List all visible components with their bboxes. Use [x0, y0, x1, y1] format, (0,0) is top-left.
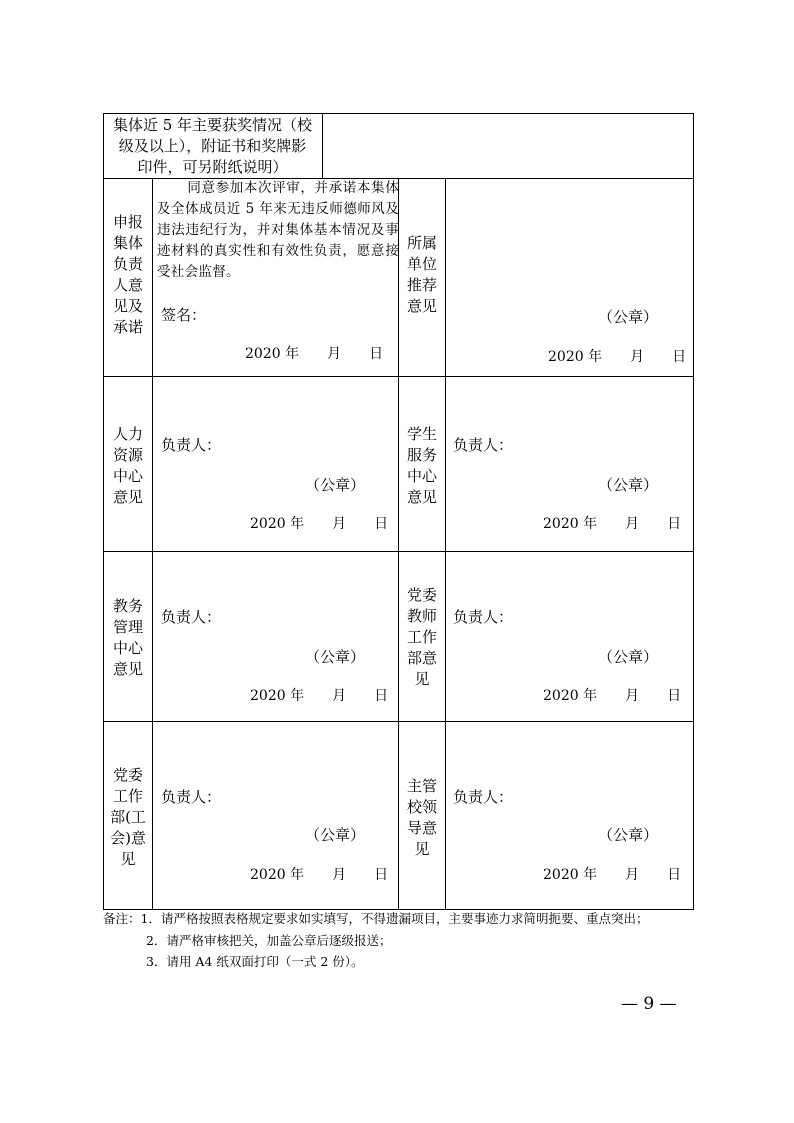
party-responsible-label: 负责人：: [161, 788, 222, 806]
column-divider: [398, 178, 399, 909]
unit-seal: （公章）: [598, 308, 659, 326]
student-responsible-label: 负责人：: [453, 436, 514, 454]
awards-label: [103, 113, 322, 178]
unit-recommend-label: 所属单位推荐意见: [406, 234, 437, 315]
note-item: 1．请严格按照表格规定要求如实填写，不得遗漏项目，主要事迹力求简明扼要、重点突出；: [140, 911, 649, 926]
pledge-date: 2020 年 月 日: [245, 346, 384, 362]
student-date: 2020 年 月 日: [543, 516, 682, 532]
unit-date: 2020 年 月 日: [548, 349, 687, 365]
leader-responsible-label: 负责人：: [453, 788, 514, 806]
party-seal: （公章）: [305, 826, 366, 844]
notes: [103, 908, 648, 973]
awards-value-cell[interactable]: [323, 113, 692, 178]
column-divider: [445, 178, 446, 909]
hr-seal: （公章）: [305, 476, 366, 494]
party-work-label: 党委工作部(工会)意见: [110, 766, 146, 868]
academic-center-label: 教务管理中心意见: [112, 597, 143, 678]
teacher-date: 2020 年 月 日: [543, 688, 682, 704]
note-item: 3．请用 A4 纸双面打印（一式 2 份）。: [146, 954, 364, 969]
awards-label-line: 印件，可另附纸说明）: [137, 158, 288, 176]
note-item: 2．请严格审核把关，加盖公章后逐级报送；: [146, 932, 392, 948]
approval-form-table: [103, 113, 693, 909]
student-seal: （公章）: [598, 476, 659, 494]
pledge-statement: 同意参加本次评审，并承诺本集体及全体成员近 5 年来无违反师德师风及违法违纪行为，并对集体基本情况及事迹材料的真实性和有效性负责，愿意接受社会监督。: [157, 180, 399, 280]
teacher-work-label: 党委教师工作部意见: [406, 586, 437, 688]
awards-label-line: 集体近 5 年主要获奖情况（校: [112, 116, 313, 134]
awards-label-line: 级及以上），附证书和奖牌影: [118, 137, 307, 155]
teacher-responsible-label: 负责人：: [453, 608, 514, 626]
academic-date: 2020 年 月 日: [250, 688, 389, 704]
party-date: 2020 年 月 日: [250, 867, 389, 883]
notes-prefix: 备注：: [103, 911, 141, 926]
hr-center-label: 人力资源中心意见: [112, 425, 143, 506]
academic-responsible-label: 负责人：: [161, 608, 222, 626]
page-number: — 9 —: [621, 994, 677, 1014]
leader-date: 2020 年 月 日: [543, 867, 682, 883]
leader-seal: （公章）: [598, 826, 659, 844]
column-divider: [152, 178, 153, 909]
signature-label: 签名：: [161, 306, 207, 324]
pledge-text: [157, 178, 399, 283]
student-service-label: 学生服务中心意见: [406, 425, 437, 506]
teacher-seal: （公章）: [598, 648, 659, 666]
hr-responsible-label: 负责人：: [161, 436, 222, 454]
hr-date: 2020 年 月 日: [250, 516, 389, 532]
academic-seal: （公章）: [305, 648, 366, 666]
pledge-label: 申报集体负责人意见及承诺: [112, 213, 143, 336]
leader-label: 主管校领导意见: [406, 777, 437, 858]
